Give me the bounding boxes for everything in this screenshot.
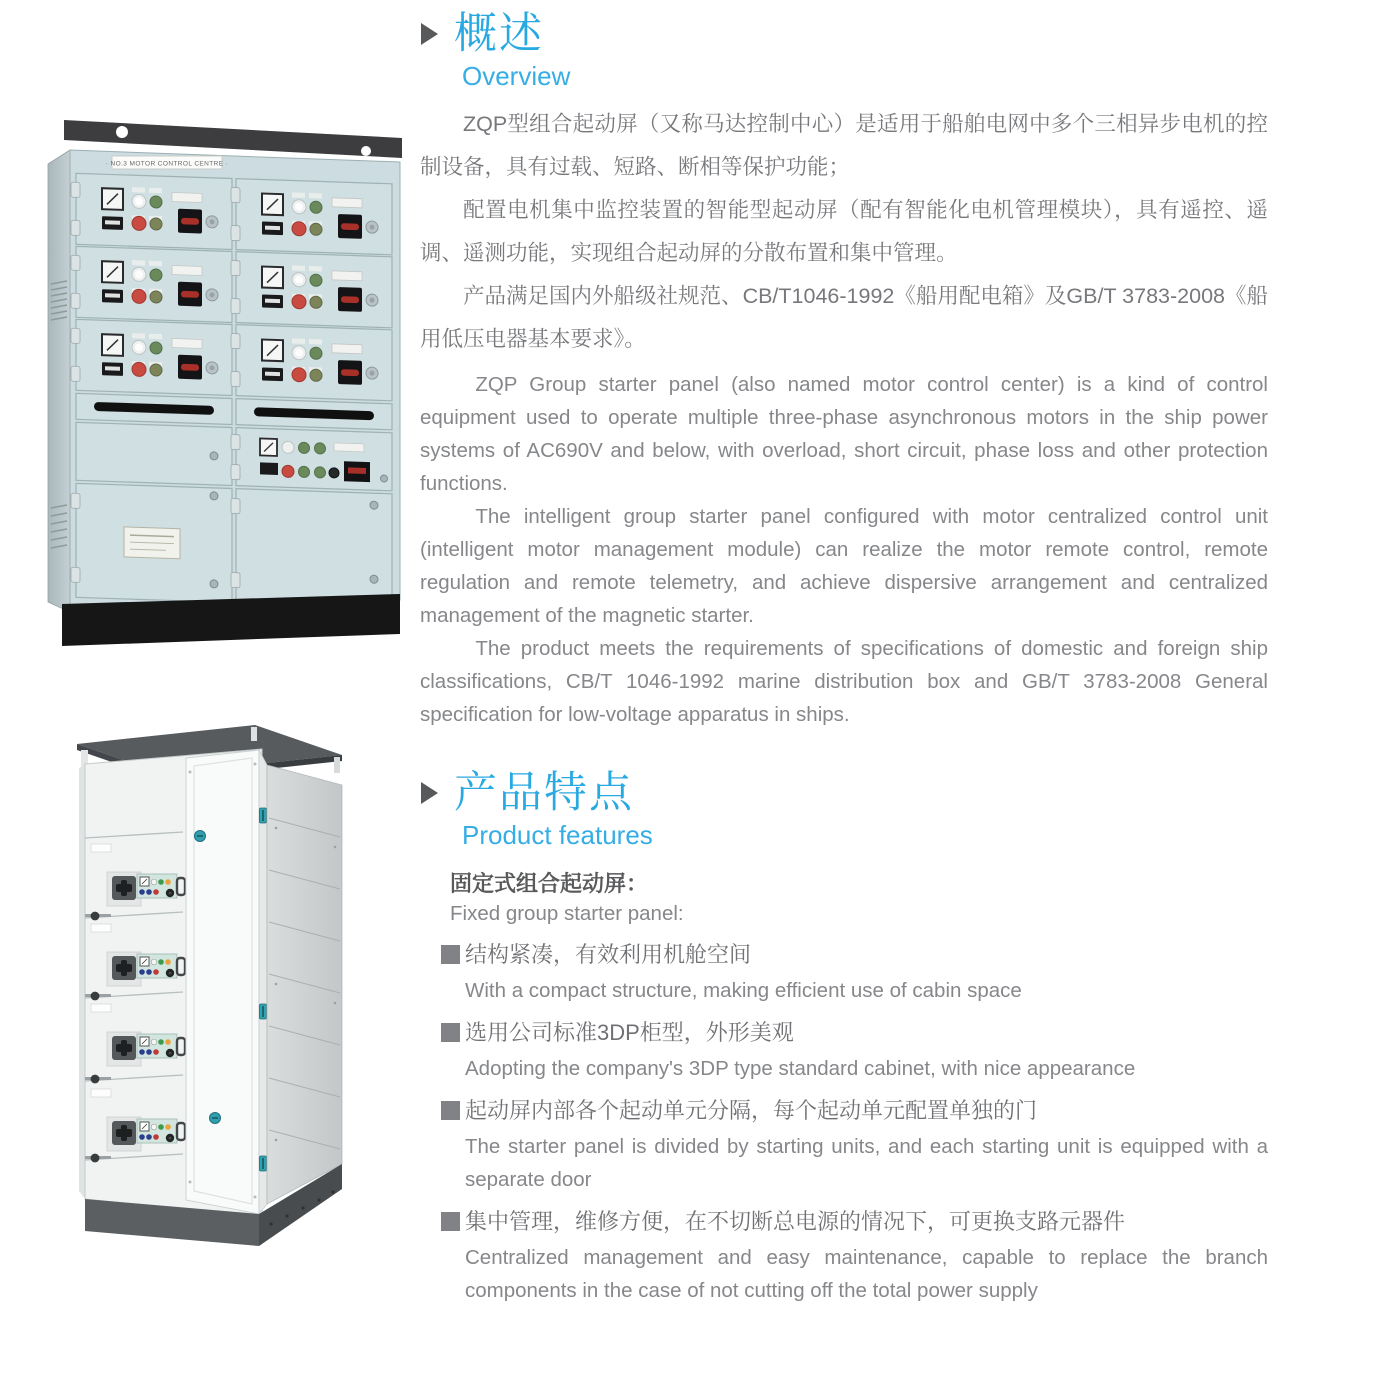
feature-item [441,1203,1268,1307]
feature-en: The starter panel is divided by starting units, and each starting unit is equipped with a separate door [465,1135,1268,1192]
cabinet2-illustration [55,712,390,1260]
bullet-square-icon [441,1101,460,1120]
features-header [420,769,1268,817]
bullet-square-icon [441,1023,460,1042]
bullet-square-icon [441,945,460,964]
overview-paragraph-zh: 产品满足国内外船级社规范、CB/T1046-1992《船用配电箱》及GB/T 3783-2008《船用低压电器基本要求》。 [420,284,1268,352]
section-arrow-icon [421,23,438,45]
cabinet2-left-edge [79,764,85,1199]
feature-item [441,936,1268,1007]
overview-paragraph-en: The product meets the requirements of specifications of domestic and foreign ship classifications, CB/T 1046-1992 marine distribution box and GB/T 3783-2008 General specification for low-voltage apparatus in ships. [420,637,1268,727]
roof-post [251,727,257,741]
feature-zh: 结构紧凑，有效利用机舱空间 [465,942,752,968]
cabinet2-side-panel [267,765,342,1204]
features-title-zh: 产品特点 [454,769,634,818]
feature-zh: 集中管理，维修方便，在不切断总电源的情况下，可更换支路元器件 [465,1209,1126,1235]
cabinet-photo-3dp-cabinet [55,712,390,1260]
rail-hole [361,146,371,156]
section-arrow-icon [421,782,438,804]
feature-en: Adopting the company's 3DP type standard cabinet, with nice appearance [465,1057,1136,1081]
text-column [420,10,1268,1307]
features-title-en: Product features [462,820,653,851]
overview-section [420,10,1268,731]
bullet-square-icon [441,1212,460,1231]
feature-zh: 选用公司标准3DP柜型，外形美观 [465,1020,794,1046]
roof-post [334,757,340,773]
overview-paragraph-zh: ZQP型组合起动屏（又称马达控制中心）是适用于船舶电网中多个三相异步电机的控制设备，具有过载、短路、断相等保护功能； [420,112,1268,180]
cabinet2-main-door [186,750,259,1214]
feature-en: Centralized management and easy maintenance, capable to replace the branch components in the case of not cutting off the total power supply [465,1246,1268,1303]
cabinet1-label-text: · NO.3 MOTOR CONTROL CENTRE · [105,160,229,168]
overview-title-zh: 概述 [454,10,544,58]
cabinet1-illustration [36,106,420,670]
feature-item [441,1014,1268,1085]
rail-hole [116,126,128,138]
feature-zh: 起动屏内部各个起动单元分隔，每个起动单元配置单独的门 [465,1098,1038,1124]
overview-paragraph-en: ZQP Group starter panel (also named motor control center) is a kind of control equipment used to operate multiple three-phase asynchronous motors in the ship power systems of AC690V and below, with overload, short circuit, phase loss and other protection functions. [420,373,1268,496]
feature-item [441,1092,1268,1196]
features-list [441,936,1268,1307]
overview-zh-paragraphs [420,103,1268,361]
feature-en: With a compact structure, making efficient use of cabin space [465,979,1022,1003]
cabinet1-side-panel [48,150,70,612]
overview-paragraph-zh: 配置电机集中监控装置的智能型起动屏（配有智能化电机管理模块），具有遥控、遥调、遥测功能，实现组合起动屏的分散布置和集中管理。 [420,198,1268,266]
features-subtitle-en: Fixed group starter panel: [450,902,684,926]
overview-en-paragraphs [420,368,1268,731]
cabinet-photo-fixed-starter-panel [36,106,420,670]
overview-title-en: Overview [462,61,571,92]
features-section [420,769,1268,1307]
cabinet1-doors [71,173,392,608]
features-subtitle-zh: 固定式组合起动屏： [450,871,649,897]
overview-header [420,10,1268,58]
overview-paragraph-en: The intelligent group starter panel configured with motor centralized control unit (intelligent motor management module) can realize the motor remote control, remote regulation and remote telemetry, and achieve dispersive arrangement and centralized management of the magnetic starter. [420,505,1268,628]
